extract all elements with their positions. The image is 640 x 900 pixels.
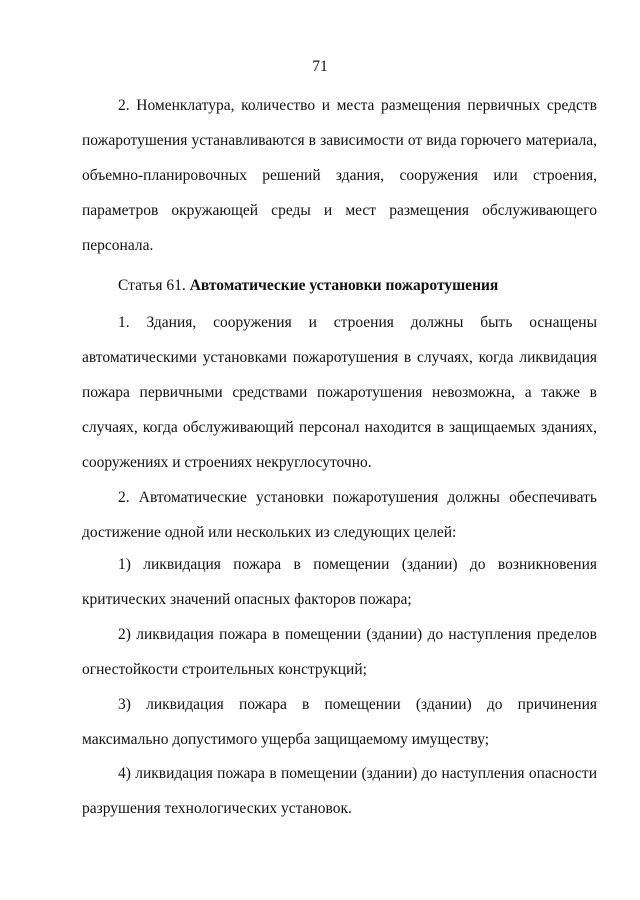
paragraph-line: огнестойкости строительных конструкций;: [82, 661, 367, 678]
article-heading: [118, 276, 597, 296]
paragraph-line: 3) ликвидация пожара в помещении (здании) до причинения: [118, 696, 597, 713]
paragraph-line: критических значений опасных факторов пожара;: [82, 591, 412, 608]
paragraph-line: сооружениях и строениях некруглосуточно.: [82, 454, 372, 471]
paragraph-line: 1) ликвидация пожара в помещении (здании) до возникновения: [118, 556, 597, 573]
paragraph-line: достижение одной или нескольких из следующих целей:: [82, 524, 457, 541]
paragraph-line: разрушения технологических установок.: [82, 800, 352, 817]
paragraph-line: объемно-планировочных решений здания, сооружения или строения,: [82, 167, 597, 184]
paragraph-line: 2) ликвидация пожара в помещении (здании) до наступления пределов: [118, 626, 597, 643]
paragraph-line: случаях, когда обслуживающий персонал находится в защищаемых зданиях,: [82, 419, 597, 436]
paragraph-line: 1. Здания, сооружения и строения должны быть оснащены: [118, 314, 597, 331]
paragraph-line: пожара первичными средствами пожаротушения невозможна, а также в: [82, 384, 597, 401]
paragraph-line: 2. Номенклатура, количество и места размещения первичных средств: [118, 97, 597, 114]
paragraph-line: автоматическими установками пожаротушения в случаях, когда ликвидация: [82, 349, 597, 366]
paragraph-line: максимально допустимого ущерба защищаемому имуществу;: [82, 731, 490, 748]
article-title: Автоматические установки пожаротушения: [189, 277, 499, 294]
paragraph-line: параметров окружающей среды и мест размещения обслуживающего: [82, 202, 597, 219]
paragraph-line: персонала.: [82, 237, 154, 254]
paragraph-line: пожаротушения устанавливаются в зависимости от вида горючего материала,: [82, 132, 597, 149]
paragraph-line: 2. Автоматические установки пожаротушения должны обеспечивать: [118, 489, 597, 506]
article-number: Статья 61.: [118, 277, 190, 294]
paragraph-line: 4) ликвидация пожара в помещении (здании) до наступления опасности: [118, 765, 597, 782]
page-number: 71: [312, 58, 328, 75]
